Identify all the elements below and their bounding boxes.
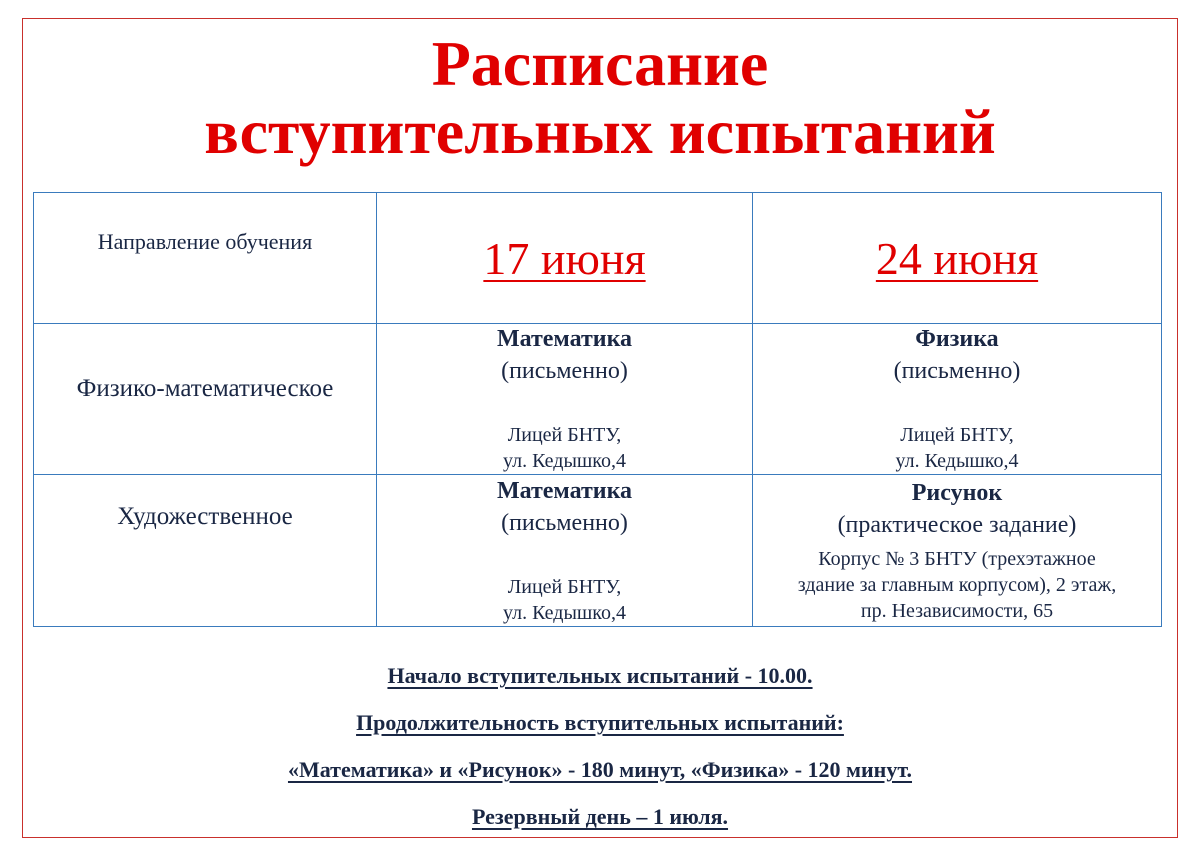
- exam-place-line: ул. Кедышко,4: [895, 450, 1019, 472]
- table-header-row: [34, 193, 1162, 324]
- header-date-1: 17 июня: [483, 232, 646, 284]
- direction-cell: [34, 324, 377, 475]
- exam-mode: (письменно): [501, 509, 628, 536]
- exam-cell: [753, 324, 1162, 475]
- page-title: [0, 30, 1200, 166]
- note-start-time: Начало вступительных испытаний - 10.00.: [387, 663, 813, 688]
- exam-mode: (практическое задание): [837, 511, 1077, 538]
- exam-cell: [377, 324, 753, 475]
- table-row: [34, 324, 1162, 475]
- note-reserve-day: Резервный день – 1 июля.: [471, 804, 729, 829]
- exam-place-line: Лицей БНТУ,: [507, 424, 622, 446]
- exam-place-line: ул. Кедышко,4: [502, 601, 626, 624]
- title-line-1: Расписание: [431, 28, 769, 99]
- header-direction: Направление обучения: [97, 229, 313, 254]
- exam-place-line: пр. Независимости, 65: [860, 599, 1054, 622]
- exam-cell: [377, 475, 753, 627]
- direction-label: Физико-математическое: [76, 375, 334, 402]
- exam-mode: (письменно): [893, 358, 1021, 384]
- schedule-table: [33, 192, 1162, 627]
- exam-mode: (письменно): [501, 358, 628, 384]
- table-row: [34, 475, 1162, 627]
- exam-subject: Математика: [496, 477, 633, 504]
- header-direction-cell: [34, 193, 377, 324]
- exam-place-line: здание за главным корпусом), 2 этаж,: [797, 573, 1117, 596]
- note-duration-values: «Математика» и «Рисунок» - 180 минут, «Физика» - 120 минут.: [287, 757, 913, 782]
- direction-label: Художественное: [117, 502, 293, 530]
- exam-cell: [753, 475, 1162, 627]
- exam-place-line: Лицей БНТУ,: [507, 575, 622, 598]
- exam-subject: Физика: [915, 326, 999, 352]
- exam-place-line: ул. Кедышко,4: [502, 450, 626, 472]
- header-date-2: 24 июня: [875, 232, 1039, 284]
- exam-subject: Рисунок: [911, 479, 1003, 506]
- title-line-2: вступительных испытаний: [204, 96, 996, 167]
- exam-place-line: Лицей БНТУ,: [900, 424, 1014, 446]
- notes-block: [0, 652, 1200, 840]
- header-date2-cell: [753, 193, 1162, 324]
- header-date1-cell: [377, 193, 753, 324]
- exam-subject: Математика: [496, 326, 633, 352]
- note-duration-heading: Продолжительность вступительных испытаний:: [356, 710, 844, 735]
- exam-place-line: Корпус № 3 БНТУ (трехэтажное: [818, 547, 1096, 570]
- direction-cell: [34, 475, 377, 627]
